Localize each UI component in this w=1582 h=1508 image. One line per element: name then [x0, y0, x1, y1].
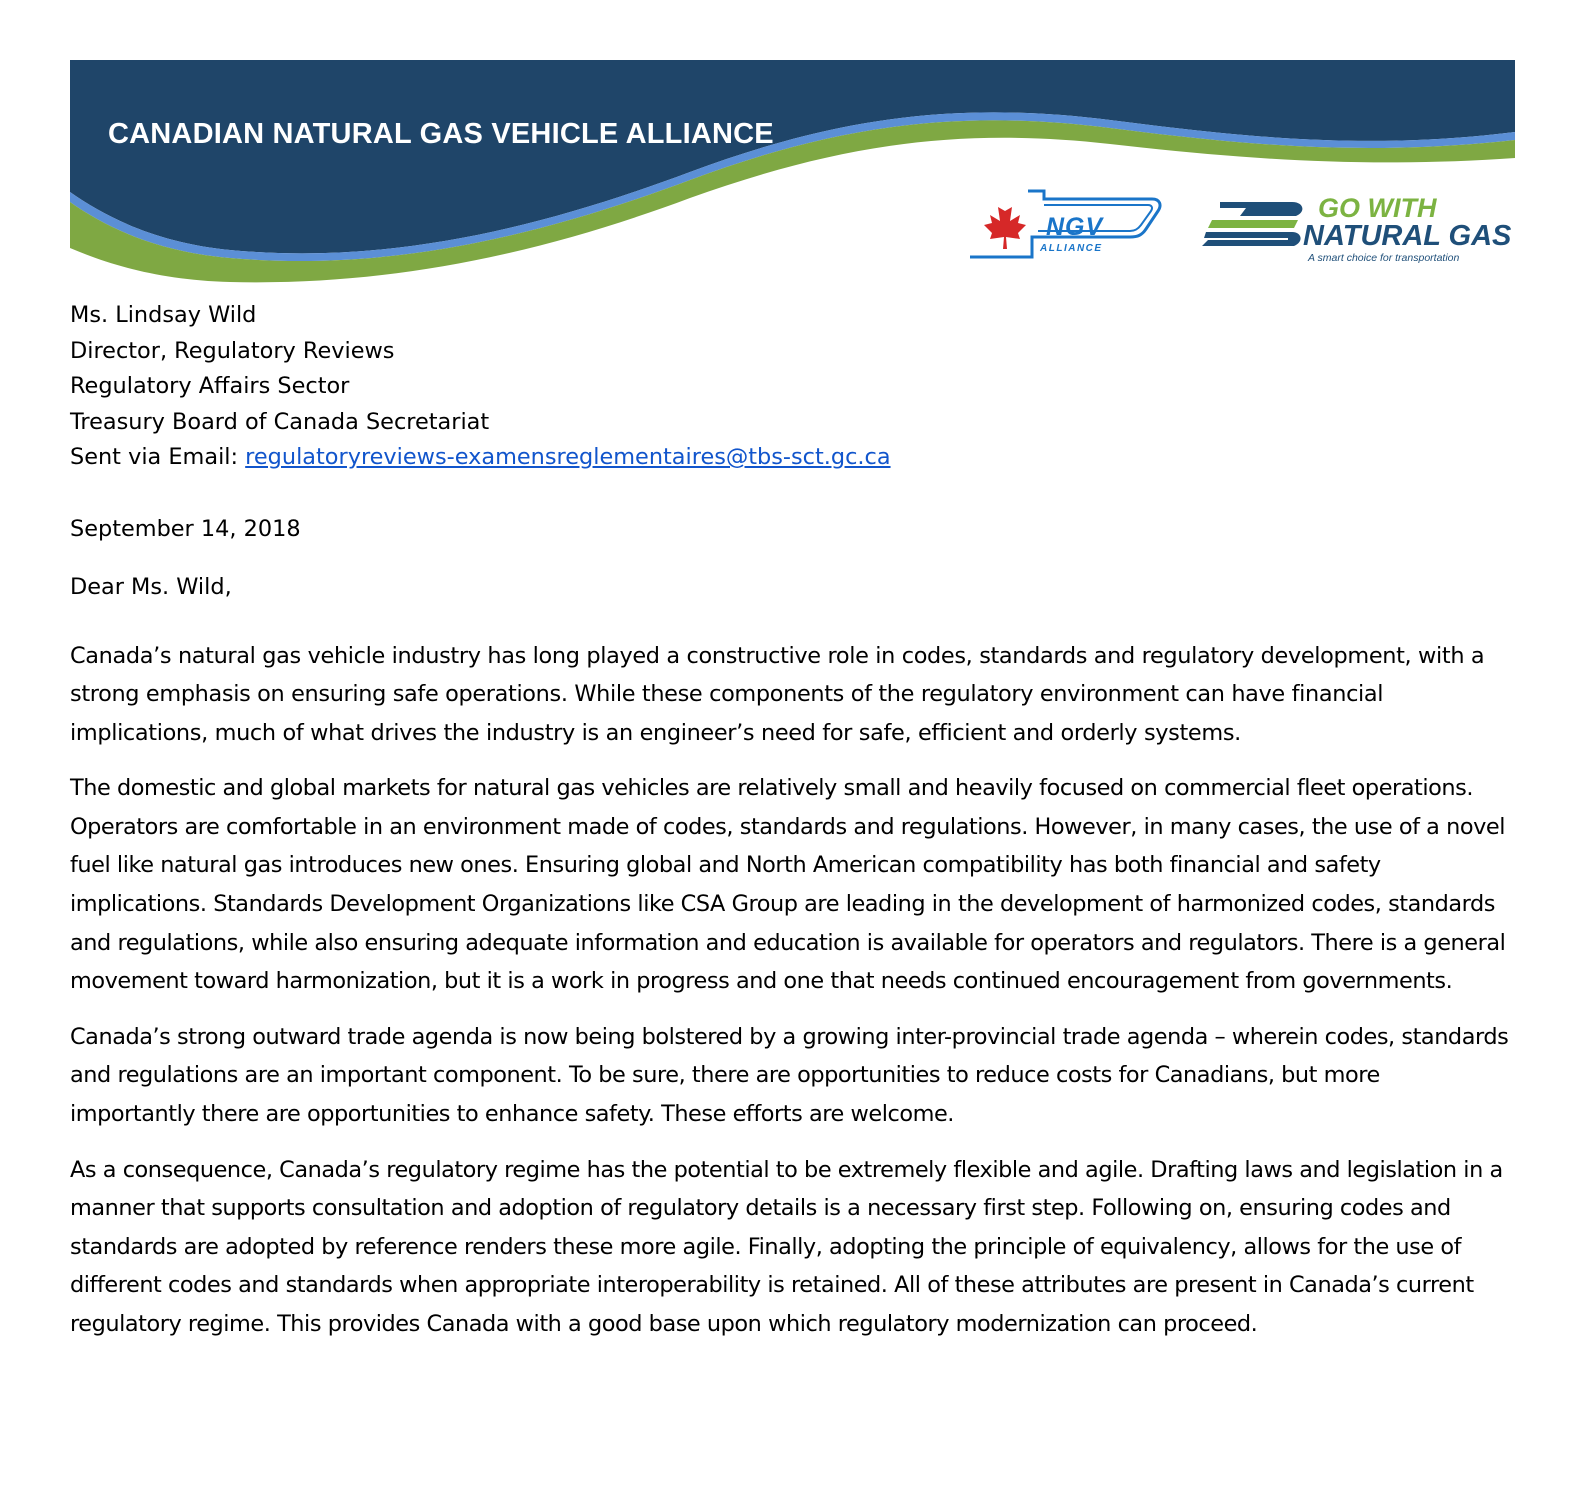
recipient-name: Ms. Lindsay Wild	[70, 302, 257, 328]
maple-leaf-icon	[984, 199, 1026, 249]
salutation: Dear Ms. Wild,	[70, 573, 232, 600]
go-logo-line2: NATURAL GAS	[1303, 220, 1512, 252]
go-logo-mark-icon	[1200, 196, 1310, 256]
email-link[interactable]: regulatoryreviews-examensreglementaires@tbs-sct.gc.ca	[245, 444, 891, 470]
letterhead-title: CANADIAN NATURAL GAS VEHICLE ALLIANCE	[108, 118, 774, 150]
email-label: Sent via Email:	[70, 444, 246, 470]
paragraph-3: Canada’s strong outward trade agenda is now being bolstered by a growing inter-provincial trade agenda – wherein codes, standards and regulations are an important component. To be sure, there are opportunities to reduce costs for Canadians, but more importantly there are opportunities to enhance safety. These efforts are welcome.	[70, 1023, 1509, 1128]
go-with-natural-gas-logo	[1200, 190, 1512, 272]
recipient-email-line	[70, 440, 1510, 476]
paragraph-2: The domestic and global markets for natural gas vehicles are relatively small and heavily focused on commercial fleet operations. Operators are comfortable in an environment made of codes, standards and regulations. However, in many cases, the use of a novel fuel like natural gas introduces new ones. Ensuring global and North American compatibility has both financial and safety implications. Standards Development Organizations like CSA Group are leading in the development of harmonized codes, standards and regulations, while also ensuring adequate information and education is available for operators and regulators. There is a general movement toward harmonization, but it is a work in progress and one that needs continued encouragement from governments.	[70, 775, 1506, 995]
paragraph-4: As a consequence, Canada’s regulatory regime has the potential to be extremely flexible and agile. Drafting laws and legislation in a manner that supports consultation and adoption of regulatory details is a necessary first step. Following on, ensuring codes and standards are adopted by reference renders these more agile. Finally, adopting the principle of equivalency, allows for the use of different codes and standards when appropriate interoperability is retained. All of these attributes are present in Canada’s current regulatory regime. This provides Canada with a good base upon which regulatory modernization can proceed.	[70, 1156, 1503, 1337]
go-logo-tagline: A smart choice for transportation	[1308, 252, 1460, 264]
paragraph-1: Canada’s natural gas vehicle industry has long played a constructive role in codes, standards and regulatory development, with a strong emphasis on ensuring safe operations. While these components of the regulatory environment can have financial implications, much of what drives the industry is an engineer’s need for safe, efficient and orderly systems.	[70, 642, 1485, 746]
recipient-organization: Treasury Board of Canada Secretariat	[70, 408, 490, 435]
ngv-alliance-logo	[962, 183, 1182, 269]
letter-body	[70, 298, 1510, 1344]
recipient-sector: Regulatory Affairs Sector	[70, 373, 350, 399]
ngv-logo-subtext: ALLIANCE	[1040, 243, 1103, 254]
ngv-logo-text: NGV	[1046, 213, 1104, 241]
recipient-title: Director, Regulatory Reviews	[70, 337, 395, 364]
go-logo-line1: GO WITH	[1318, 193, 1437, 223]
letter-date: September 14, 2018	[70, 515, 301, 542]
